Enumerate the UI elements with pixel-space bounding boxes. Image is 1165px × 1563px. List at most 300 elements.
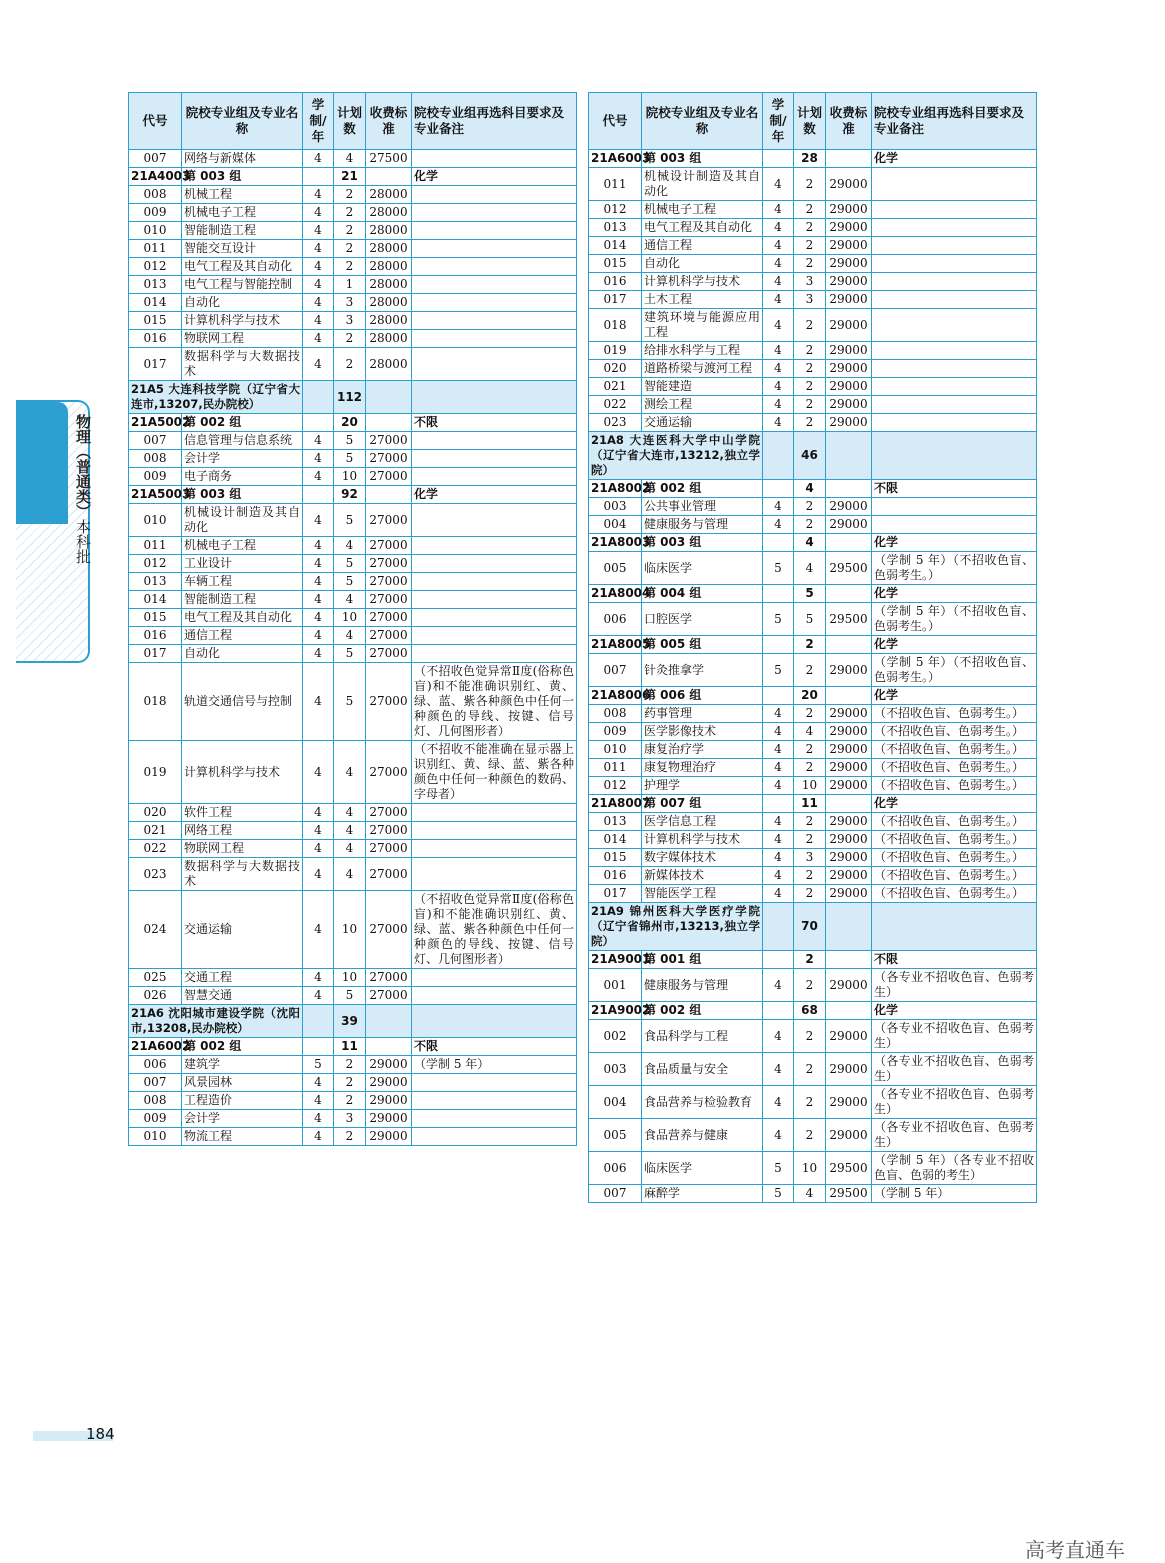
major-code: 009 — [129, 204, 182, 222]
major-years: 4 — [303, 1110, 334, 1128]
major-name: 给排水科学与工程 — [642, 342, 763, 360]
admission-table-right — [588, 92, 1037, 1203]
major-years: 5 — [303, 1056, 334, 1074]
major-note — [412, 294, 577, 312]
major-years: 4 — [303, 804, 334, 822]
major-years: 4 — [303, 240, 334, 258]
major-fee: 28000 — [366, 222, 412, 240]
group-name: 第 001 组 — [642, 951, 763, 969]
major-fee: 29000 — [826, 360, 872, 378]
major-note — [872, 273, 1037, 291]
major-code: 013 — [589, 219, 642, 237]
major-code: 012 — [129, 555, 182, 573]
major-fee: 28000 — [366, 204, 412, 222]
group-years — [763, 480, 794, 498]
major-note — [412, 591, 577, 609]
major-note — [412, 258, 577, 276]
major-plan: 4 — [334, 627, 366, 645]
major-name: 麻醉学 — [642, 1185, 763, 1203]
major-row — [589, 342, 1037, 360]
major-plan: 10 — [794, 777, 826, 795]
major-years: 4 — [763, 396, 794, 414]
major-note — [412, 222, 577, 240]
major-name: 医学影像技术 — [642, 723, 763, 741]
major-note — [412, 645, 577, 663]
major-years: 4 — [763, 168, 794, 201]
major-note — [872, 396, 1037, 414]
major-code: 013 — [129, 276, 182, 294]
major-fee: 29000 — [826, 414, 872, 432]
major-row — [589, 309, 1037, 342]
group-name: 第 006 组 — [642, 687, 763, 705]
major-note — [412, 432, 577, 450]
major-note — [412, 555, 577, 573]
major-fee: 29000 — [826, 741, 872, 759]
major-row — [589, 723, 1037, 741]
major-note — [412, 450, 577, 468]
major-plan: 2 — [334, 1128, 366, 1146]
major-years: 4 — [303, 537, 334, 555]
major-note — [412, 504, 577, 537]
major-code: 015 — [589, 255, 642, 273]
major-code: 009 — [589, 723, 642, 741]
major-fee: 29000 — [826, 291, 872, 309]
major-name: 网络与新媒体 — [182, 150, 303, 168]
major-years: 4 — [763, 849, 794, 867]
major-row — [129, 204, 577, 222]
major-code: 008 — [129, 1092, 182, 1110]
group-name: 第 003 组 — [642, 150, 763, 168]
institution-name: 21A6 沈阳城市建设学院（沈阳市,13208,民办院校） — [129, 1005, 303, 1038]
major-note — [872, 360, 1037, 378]
major-row — [589, 603, 1037, 636]
major-row — [129, 450, 577, 468]
major-years: 4 — [763, 1119, 794, 1152]
major-plan: 2 — [794, 168, 826, 201]
major-plan: 2 — [794, 516, 826, 534]
major-plan: 10 — [794, 1152, 826, 1185]
major-row — [129, 627, 577, 645]
major-plan: 10 — [334, 609, 366, 627]
major-fee: 27000 — [366, 450, 412, 468]
major-note — [872, 168, 1037, 201]
admission-table-left — [128, 92, 577, 1146]
major-plan: 3 — [794, 273, 826, 291]
group-fee — [826, 951, 872, 969]
group-row — [589, 534, 1037, 552]
major-fee: 29000 — [826, 378, 872, 396]
major-code: 001 — [589, 969, 642, 1002]
major-years: 4 — [763, 237, 794, 255]
major-fee: 27000 — [366, 555, 412, 573]
major-note — [412, 858, 577, 891]
major-years: 4 — [303, 204, 334, 222]
major-row — [589, 360, 1037, 378]
major-plan: 5 — [334, 645, 366, 663]
major-name: 计算机科学与技术 — [182, 741, 303, 804]
major-name: 交通运输 — [642, 414, 763, 432]
major-plan: 2 — [794, 309, 826, 342]
major-note — [412, 987, 577, 1005]
major-plan: 3 — [794, 291, 826, 309]
watermark: 高考直通车 — [1025, 1538, 1125, 1562]
major-code: 008 — [129, 186, 182, 204]
major-fee: 29000 — [366, 1128, 412, 1146]
table-header — [589, 93, 1037, 150]
group-years — [763, 687, 794, 705]
major-years: 4 — [303, 1128, 334, 1146]
major-code: 004 — [589, 516, 642, 534]
major-name: 康复治疗学 — [642, 741, 763, 759]
group-plan: 68 — [794, 1002, 826, 1020]
major-plan: 4 — [334, 822, 366, 840]
major-note — [412, 150, 577, 168]
major-row — [129, 555, 577, 573]
major-years: 4 — [303, 663, 334, 741]
major-plan: 2 — [794, 741, 826, 759]
major-years: 4 — [763, 741, 794, 759]
major-fee: 27000 — [366, 741, 412, 804]
major-note — [412, 969, 577, 987]
group-fee — [826, 687, 872, 705]
major-fee: 29000 — [826, 309, 872, 342]
major-plan: 2 — [334, 258, 366, 276]
group-code: 21A5003 — [129, 486, 182, 504]
header-name: 院校专业组及专业名称 — [182, 93, 303, 150]
group-row — [589, 951, 1037, 969]
major-name: 数据科学与大数据技术 — [182, 348, 303, 381]
major-years: 4 — [303, 468, 334, 486]
major-code: 017 — [129, 645, 182, 663]
major-code: 011 — [129, 537, 182, 555]
major-name: 食品营养与健康 — [642, 1119, 763, 1152]
major-row — [129, 891, 577, 969]
major-name: 交通工程 — [182, 969, 303, 987]
major-fee: 29000 — [826, 201, 872, 219]
major-fee: 29000 — [826, 168, 872, 201]
major-row — [589, 1152, 1037, 1185]
major-fee: 29000 — [826, 867, 872, 885]
institution-name: 21A8 大连医科大学中山学院（辽宁省大连市,13212,独立学院） — [589, 432, 763, 480]
major-row — [129, 276, 577, 294]
major-name: 电子商务 — [182, 468, 303, 486]
major-code: 018 — [129, 663, 182, 741]
major-years: 4 — [763, 360, 794, 378]
group-code: 21A8006 — [589, 687, 642, 705]
major-name: 智能制造工程 — [182, 222, 303, 240]
group-row — [589, 636, 1037, 654]
major-fee: 29500 — [826, 1152, 872, 1185]
group-plan: 20 — [334, 414, 366, 432]
group-fee — [826, 585, 872, 603]
major-name: 软件工程 — [182, 804, 303, 822]
major-fee: 29000 — [826, 849, 872, 867]
header-note: 院校专业组再选科目要求及专业备注 — [412, 93, 577, 150]
major-plan: 2 — [794, 885, 826, 903]
major-plan: 4 — [334, 537, 366, 555]
major-fee: 27000 — [366, 468, 412, 486]
major-plan: 2 — [794, 705, 826, 723]
major-code: 023 — [589, 414, 642, 432]
group-code: 21A9002 — [589, 1002, 642, 1020]
group-fee — [366, 414, 412, 432]
section-tab — [16, 400, 90, 663]
group-row — [129, 168, 577, 186]
major-row — [129, 663, 577, 741]
group-fee — [826, 636, 872, 654]
major-code: 014 — [129, 591, 182, 609]
major-row — [589, 759, 1037, 777]
group-plan: 5 — [794, 585, 826, 603]
major-years: 4 — [763, 867, 794, 885]
major-years: 4 — [303, 450, 334, 468]
major-note — [412, 537, 577, 555]
major-plan: 2 — [794, 342, 826, 360]
group-name: 第 003 组 — [182, 486, 303, 504]
header-plan: 计划数 — [334, 93, 366, 150]
group-requirement: 化学 — [872, 687, 1037, 705]
major-note: （学制 5 年）（各专业不招收色盲、色弱的考生） — [872, 1152, 1037, 1185]
major-row — [129, 330, 577, 348]
group-row — [589, 795, 1037, 813]
group-row — [589, 480, 1037, 498]
major-years: 4 — [763, 759, 794, 777]
major-code: 006 — [589, 603, 642, 636]
major-name: 康复物理治疗 — [642, 759, 763, 777]
major-name: 土木工程 — [642, 291, 763, 309]
major-code: 018 — [589, 309, 642, 342]
major-plan: 2 — [334, 222, 366, 240]
major-years: 4 — [763, 723, 794, 741]
major-fee: 28000 — [366, 258, 412, 276]
group-requirement: 化学 — [412, 168, 577, 186]
major-code: 011 — [589, 759, 642, 777]
group-code: 21A8002 — [589, 480, 642, 498]
major-code: 014 — [129, 294, 182, 312]
major-note — [412, 204, 577, 222]
major-note: （学制 5 年）（不招收色盲、色弱考生。） — [872, 654, 1037, 687]
major-plan: 2 — [794, 396, 826, 414]
group-plan: 20 — [794, 687, 826, 705]
major-fee: 27000 — [366, 627, 412, 645]
major-note: （学制 5 年）（不招收色盲、色弱考生。） — [872, 552, 1037, 585]
major-code: 007 — [129, 432, 182, 450]
major-row — [129, 822, 577, 840]
major-name: 物流工程 — [182, 1128, 303, 1146]
major-code: 012 — [589, 777, 642, 795]
major-code: 021 — [129, 822, 182, 840]
major-row — [589, 1086, 1037, 1119]
major-row — [589, 201, 1037, 219]
group-plan: 4 — [794, 534, 826, 552]
group-row — [129, 1038, 577, 1056]
major-note — [412, 468, 577, 486]
group-fee — [826, 150, 872, 168]
major-years: 4 — [763, 516, 794, 534]
major-years: 4 — [303, 348, 334, 381]
major-note: （不招收色盲、色弱考生。） — [872, 831, 1037, 849]
major-code: 010 — [129, 222, 182, 240]
institution-fee — [826, 903, 872, 951]
major-years: 4 — [303, 891, 334, 969]
institution-years — [763, 903, 794, 951]
major-row — [129, 222, 577, 240]
major-plan: 4 — [334, 858, 366, 891]
major-note — [872, 516, 1037, 534]
major-row — [589, 813, 1037, 831]
major-code: 009 — [129, 468, 182, 486]
major-code: 002 — [589, 1020, 642, 1053]
major-plan: 2 — [794, 969, 826, 1002]
major-code: 012 — [589, 201, 642, 219]
group-name: 第 002 组 — [182, 1038, 303, 1056]
group-name: 第 007 组 — [642, 795, 763, 813]
major-row — [589, 1020, 1037, 1053]
major-row — [589, 1053, 1037, 1086]
major-plan: 2 — [794, 831, 826, 849]
major-fee: 29000 — [826, 777, 872, 795]
major-note — [412, 1092, 577, 1110]
major-years: 4 — [303, 276, 334, 294]
group-requirement: 化学 — [872, 534, 1037, 552]
major-plan: 3 — [334, 1110, 366, 1128]
institution-row — [129, 381, 577, 414]
group-name: 第 003 组 — [182, 168, 303, 186]
major-name: 建筑学 — [182, 1056, 303, 1074]
section-tab-label: 物理（普通类）本科批 — [74, 414, 92, 564]
major-row — [589, 777, 1037, 795]
group-code: 21A8003 — [589, 534, 642, 552]
group-name: 第 002 组 — [642, 1002, 763, 1020]
major-code: 006 — [589, 1152, 642, 1185]
major-name: 机械设计制造及其自动化 — [642, 168, 763, 201]
major-years: 4 — [763, 831, 794, 849]
institution-note — [412, 1005, 577, 1038]
major-plan: 2 — [334, 1092, 366, 1110]
major-plan: 5 — [334, 432, 366, 450]
header-plan: 计划数 — [794, 93, 826, 150]
major-plan: 4 — [794, 552, 826, 585]
major-plan: 5 — [334, 987, 366, 1005]
major-note — [412, 186, 577, 204]
major-years: 4 — [303, 330, 334, 348]
major-note — [412, 1110, 577, 1128]
major-row — [129, 240, 577, 258]
group-row — [589, 150, 1037, 168]
major-years: 5 — [763, 1152, 794, 1185]
major-note — [412, 840, 577, 858]
major-code: 003 — [589, 498, 642, 516]
major-code: 021 — [589, 378, 642, 396]
major-fee: 29500 — [826, 1185, 872, 1203]
major-code: 009 — [129, 1110, 182, 1128]
major-years: 4 — [763, 498, 794, 516]
major-plan: 2 — [794, 219, 826, 237]
group-code: 21A8007 — [589, 795, 642, 813]
major-note — [872, 378, 1037, 396]
major-name: 建筑环境与能源应用工程 — [642, 309, 763, 342]
group-requirement: 不限 — [872, 480, 1037, 498]
major-name: 车辆工程 — [182, 573, 303, 591]
major-name: 机械电子工程 — [642, 201, 763, 219]
major-code: 006 — [129, 1056, 182, 1074]
major-plan: 2 — [334, 204, 366, 222]
group-row — [589, 1002, 1037, 1020]
major-code: 005 — [589, 1119, 642, 1152]
major-plan: 2 — [334, 1056, 366, 1074]
major-plan: 3 — [334, 312, 366, 330]
major-years: 4 — [763, 705, 794, 723]
major-fee: 28000 — [366, 186, 412, 204]
major-code: 008 — [129, 450, 182, 468]
major-years: 4 — [303, 987, 334, 1005]
major-row — [589, 867, 1037, 885]
major-code: 016 — [589, 273, 642, 291]
major-plan: 2 — [794, 1020, 826, 1053]
major-plan: 5 — [334, 663, 366, 741]
major-note — [412, 348, 577, 381]
major-plan: 10 — [334, 969, 366, 987]
major-name: 医学信息工程 — [642, 813, 763, 831]
major-note — [412, 330, 577, 348]
institution-row — [129, 1005, 577, 1038]
institution-row — [589, 903, 1037, 951]
group-fee — [366, 1038, 412, 1056]
major-years: 4 — [303, 840, 334, 858]
major-fee: 27000 — [366, 645, 412, 663]
major-name: 通信工程 — [182, 627, 303, 645]
major-name: 新媒体技术 — [642, 867, 763, 885]
major-code: 022 — [589, 396, 642, 414]
major-row — [129, 591, 577, 609]
major-name: 交通运输 — [182, 891, 303, 969]
major-plan: 4 — [334, 150, 366, 168]
major-name: 数字媒体技术 — [642, 849, 763, 867]
major-plan: 4 — [334, 804, 366, 822]
major-note: （不招收色盲、色弱考生。） — [872, 885, 1037, 903]
major-fee: 29000 — [826, 1119, 872, 1152]
major-row — [589, 498, 1037, 516]
group-requirement: 化学 — [872, 795, 1037, 813]
major-fee: 29000 — [826, 654, 872, 687]
major-note: （学制 5 年） — [872, 1185, 1037, 1203]
major-note — [412, 276, 577, 294]
major-code: 014 — [589, 831, 642, 849]
major-name: 轨道交通信号与控制 — [182, 663, 303, 741]
major-name: 临床医学 — [642, 1152, 763, 1185]
header-code: 代号 — [129, 93, 182, 150]
group-name: 第 003 组 — [642, 534, 763, 552]
major-row — [129, 537, 577, 555]
institution-years — [763, 432, 794, 480]
major-plan: 2 — [794, 1086, 826, 1119]
major-code: 017 — [589, 885, 642, 903]
major-fee: 28000 — [366, 240, 412, 258]
group-years — [763, 585, 794, 603]
major-years: 5 — [763, 552, 794, 585]
major-row — [129, 987, 577, 1005]
major-row — [589, 273, 1037, 291]
group-code: 21A8005 — [589, 636, 642, 654]
major-name: 物联网工程 — [182, 840, 303, 858]
major-years: 4 — [763, 378, 794, 396]
major-years: 5 — [763, 654, 794, 687]
group-fee — [366, 168, 412, 186]
major-years: 4 — [763, 219, 794, 237]
page-number: 184 — [86, 1425, 115, 1443]
major-row — [129, 969, 577, 987]
major-note: （不招收色盲、色弱考生。） — [872, 777, 1037, 795]
